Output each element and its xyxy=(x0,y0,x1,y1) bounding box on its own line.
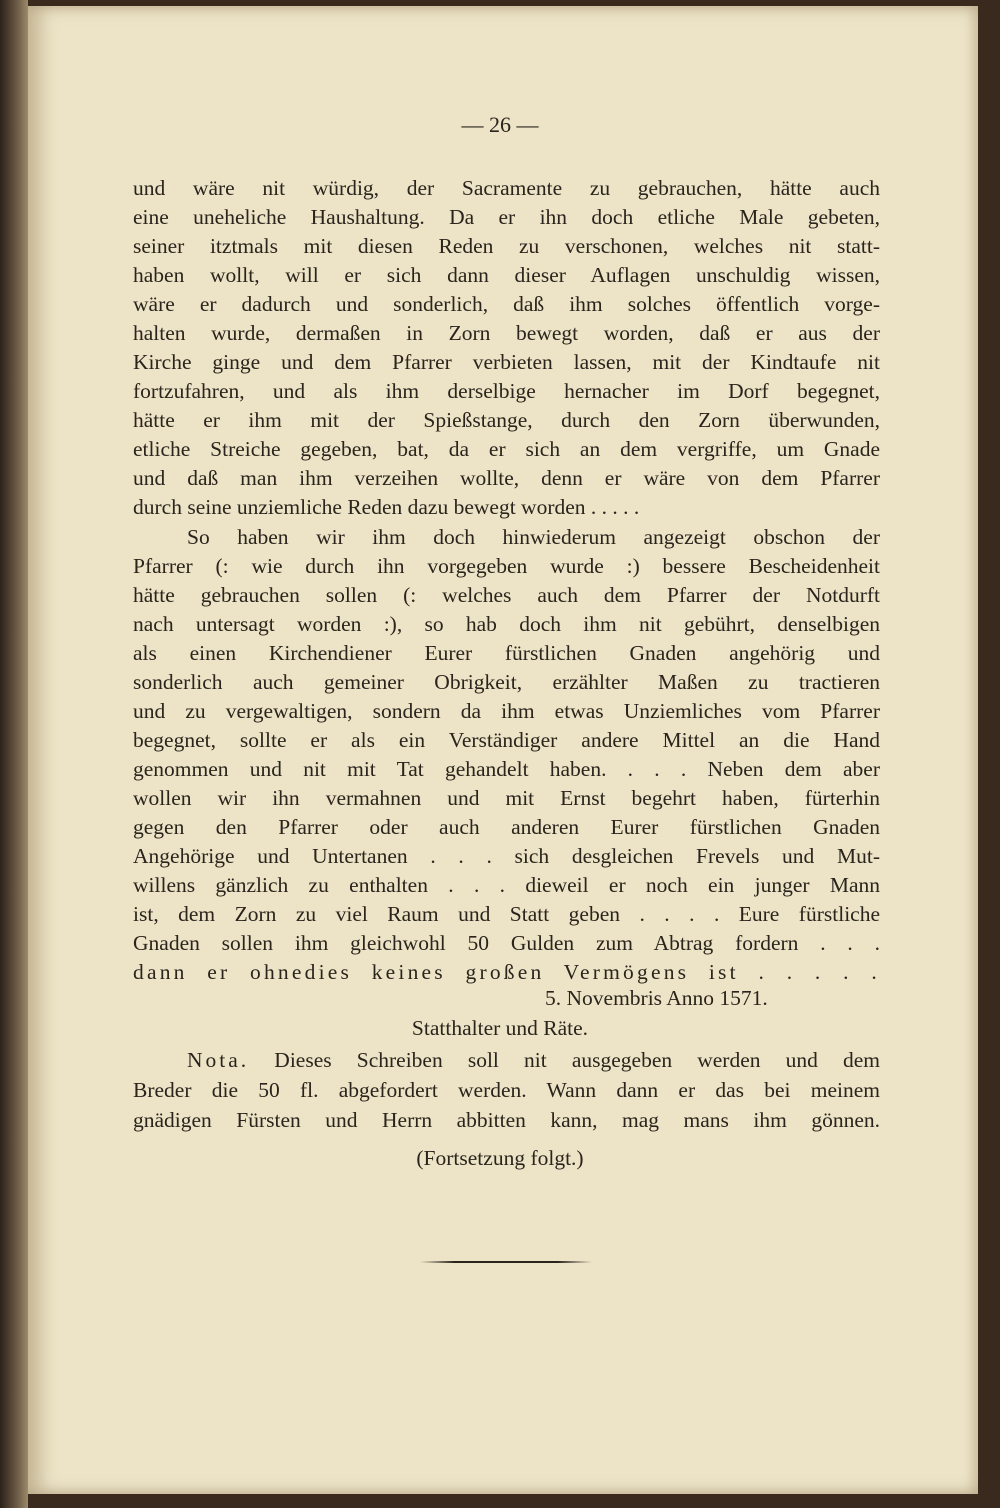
text-line: gegen den Pfarrer oder auch anderen Eurer fürstlichen Gnaden xyxy=(133,815,880,839)
text-line: und zu vergewaltigen, sondern da ihm etwas Unziemliches vom Pfarrer xyxy=(133,699,880,723)
book-spine xyxy=(0,0,28,1508)
text-line: Gnaden sollen ihm gleichwohl 50 Gulden zum Abtrag fordern . . . xyxy=(133,931,880,955)
text-line: seiner itztmals mit diesen Reden zu verschonen, welches nit statt- xyxy=(133,234,880,258)
nota-line: Breder die 50 fl. abgefordert werden. Wann dann er das bei meinem xyxy=(133,1078,880,1102)
text-line: genommen und nit mit Tat gehandelt haben. . . . Neben dem aber xyxy=(133,757,880,781)
text-line: dann er ohnedies keines großen Vermögens ist . . . . . xyxy=(133,960,880,984)
end-rule xyxy=(420,1261,592,1263)
text-line: willens gänzlich zu enthalten . . . dieweil er noch ein junger Mann xyxy=(133,873,880,897)
letter-date: 5. Novembris Anno 1571. xyxy=(545,986,768,1010)
page-number: — 26 — xyxy=(461,112,539,137)
text-line: haben wollt, will er sich dann dieser Auflagen unschuldig wissen, xyxy=(133,263,880,287)
text-line: etliche Streiche gegeben, bat, da er sich an dem vergriffe, um Gnade xyxy=(133,437,880,461)
text-line: und wäre nit würdig, der Sacramente zu gebrauchen, hätte auch xyxy=(133,176,880,200)
text-line: wäre er dadurch und sonderlich, daß ihm solches öffentlich vorge- xyxy=(133,292,880,316)
text-line: wollen wir ihn vermahnen und mit Ernst begehrt haben, fürterhin xyxy=(133,786,880,810)
text-line: Angehörige und Untertanen . . . sich desgleichen Frevels und Mut- xyxy=(133,844,880,868)
text-line: als einen Kirchendiener Eurer fürstlichen Gnaden angehörig und xyxy=(133,641,880,665)
nota-line: gnädigen Fürsten und Herrn abbitten kann, mag mans ihm gönnen. xyxy=(133,1108,880,1132)
text-line: hätte er ihm mit der Spießstange, durch den Zorn überwunden, xyxy=(133,408,880,432)
text-line: eine uneheliche Haushaltung. Da er ihn doch etliche Male gebeten, xyxy=(133,205,880,229)
text-line: durch seine unziemliche Reden dazu bewegt worden . . . . . xyxy=(133,495,640,519)
text-line: begegnet, sollte er als ein Verständiger andere Mittel an die Hand xyxy=(133,728,880,752)
text-line: und daß man ihm verzeihen wollte, denn er wäre von dem Pfarrer xyxy=(133,466,880,490)
nota-label: Nota. xyxy=(187,1048,250,1072)
text-line: Kirche ginge und dem Pfarrer verbieten lassen, mit der Kindtaufe nit xyxy=(133,350,880,374)
text-line: So haben wir ihm doch hinwiederum angezeigt obschon der xyxy=(187,525,880,549)
text-line: fortzufahren, und als ihm derselbige hernacher im Dorf begegnet, xyxy=(133,379,880,403)
text-line: hätte gebrauchen sollen (: welches auch dem Pfarrer der Notdurft xyxy=(133,583,880,607)
nota-text: Dieses Schreiben soll nit ausgegeben werden und dem xyxy=(274,1048,880,1072)
continuation-note: (Fortsetzung folgt.) xyxy=(416,1146,584,1170)
text-line: sonderlich auch gemeiner Obrigkeit, erzählter Maßen zu tractieren xyxy=(133,670,880,694)
text-line: ist, dem Zorn zu viel Raum und Statt geben . . . . Eure fürstliche xyxy=(133,902,880,926)
letter-signature: Statthalter und Räte. xyxy=(411,1016,589,1040)
nota-line xyxy=(187,1046,880,1074)
text-line: nach untersagt worden :), so hab doch ihm nit gebührt, denselbigen xyxy=(133,612,880,636)
text-line: Pfarrer (: wie durch ihn vorgegeben wurde :) bessere Bescheidenheit xyxy=(133,554,880,578)
text-line: halten wurde, dermaßen in Zorn bewegt worden, daß er aus der xyxy=(133,321,880,345)
